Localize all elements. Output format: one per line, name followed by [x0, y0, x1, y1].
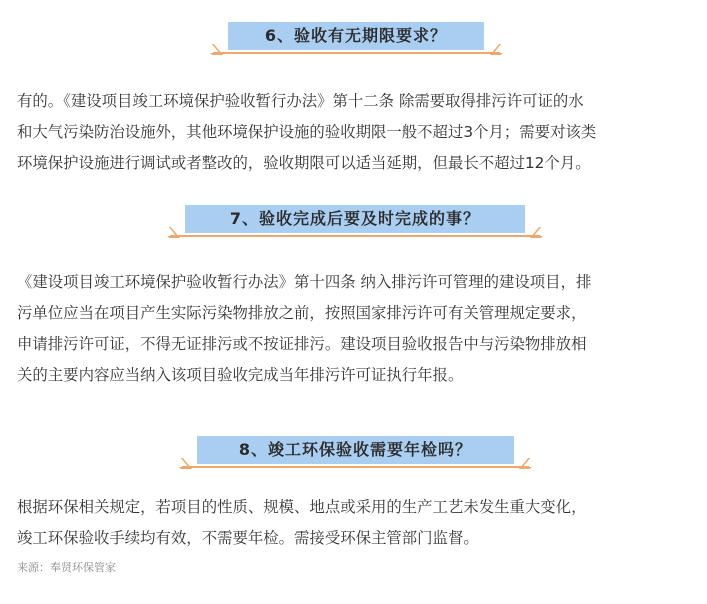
- section-7-heading-title: 7、验收完成后要及时完成的事？: [185, 205, 525, 233]
- section-8-heading-underline: [182, 466, 529, 468]
- section-8-heading: [0, 436, 707, 476]
- section-6-heading: [0, 22, 707, 62]
- source-credit: 来源：奉贤环保管家: [17, 561, 116, 574]
- section-8-body: 根据环保相关规定，若项目的性质、规模、地点或采用的生产工艺未发生重大变化， 竣工环保验收手续均有效，不需要年检。需接受环保主管部门监督。: [17, 498, 587, 547]
- section-6-heading-underline: [213, 52, 500, 54]
- section-6-heading-title: 6、验收有无期限要求？: [228, 22, 484, 50]
- section-7-heading: [0, 205, 707, 245]
- section-7-heading-underline: [170, 235, 540, 237]
- section-6-body: 有的。《建设项目竣工环境保护验收暂行办法》第十二条 除需要取得排污许可证的水 和大气污染防治设施外，其他环境保护设施的验收期限一般不超过3个月；需要对该类 环境保护设施进行调试或者整改的，验收期限可以适当延期，但最长不超过12个月。: [17, 92, 597, 172]
- section-7-body: 《建设项目竣工环境保护验收暂行办法》第十四条 纳入排污许可管理的建设项目，排 污单位应当在项目产生实际污染物排放之前，按照国家排污许可有关管理规定要求， 申请排污许可证，不得无证排污或不按证排污。建设项目验收报告中与污染物排放相 关的主要内容应当纳入该项目验收完成当年排污许可证执行年报。: [17, 273, 592, 384]
- section-8-heading-title: 8、竣工环保验收需要年检吗？: [197, 436, 514, 464]
